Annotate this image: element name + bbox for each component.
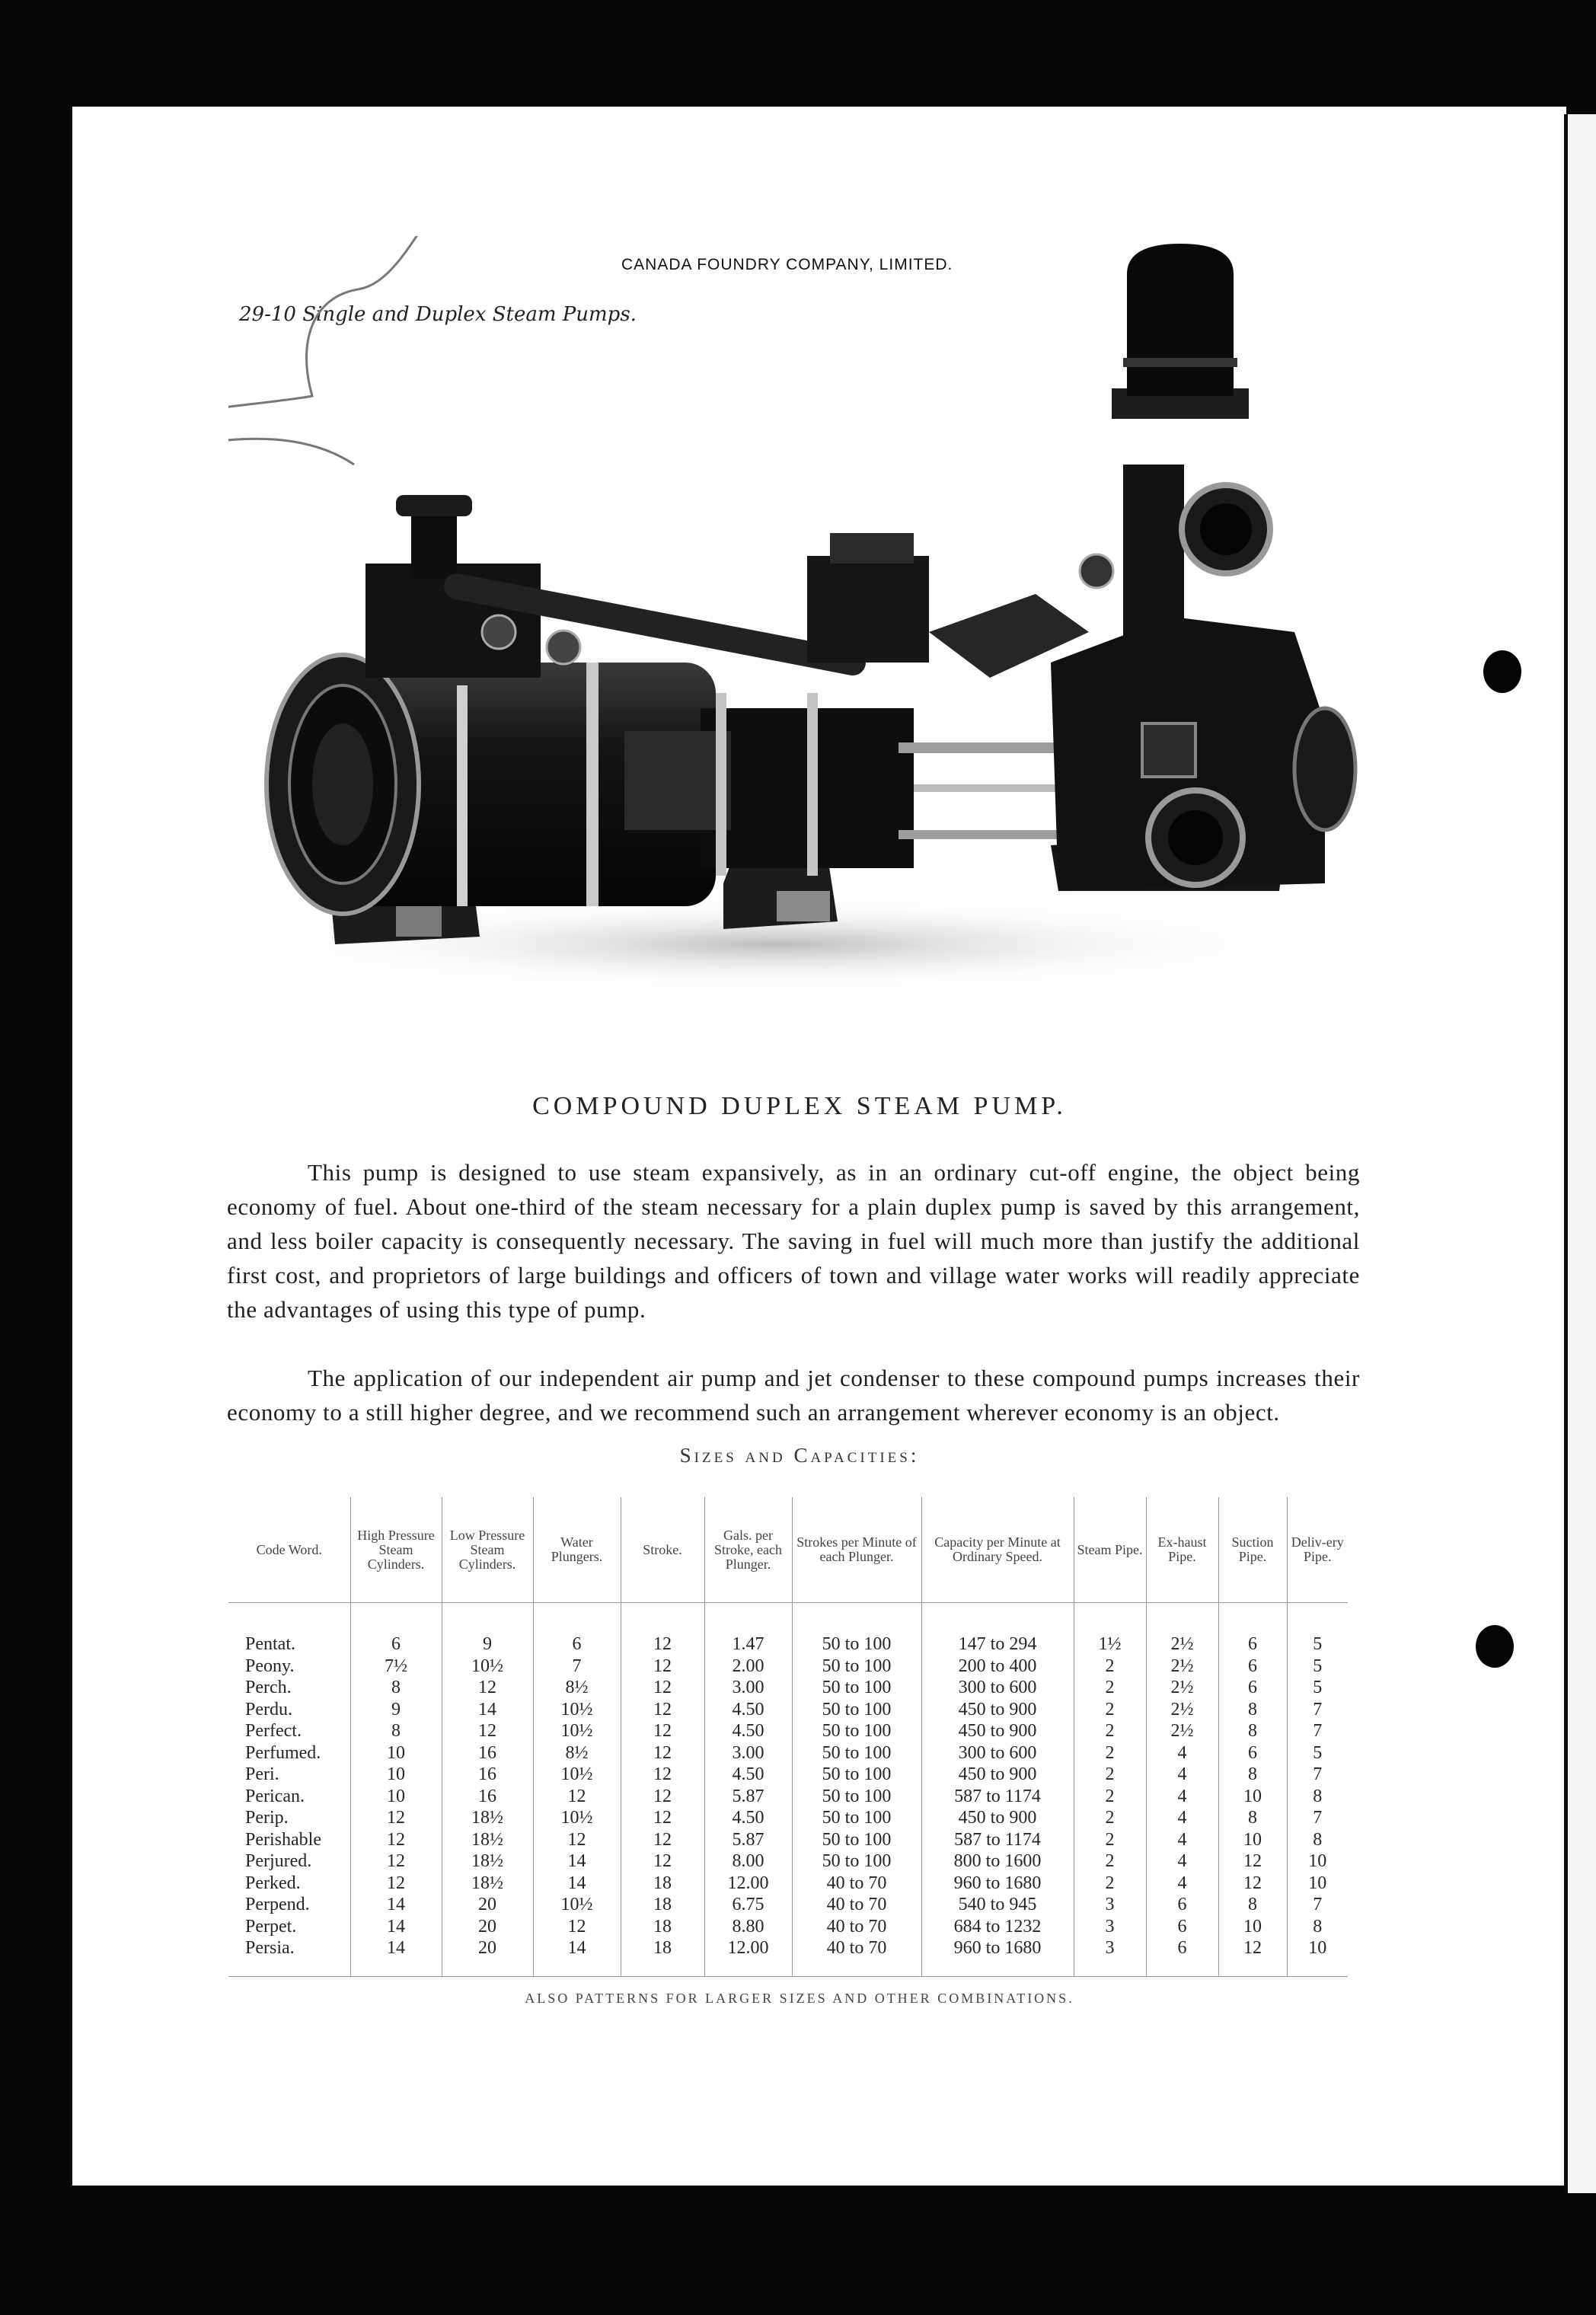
table-row (228, 1829, 1348, 1851)
table-cell: 7 (1287, 1807, 1348, 1829)
table-row (228, 1603, 1348, 1656)
punch-hole-upper (1483, 650, 1521, 693)
table-cell: 10 (350, 1742, 442, 1764)
table-cell: 5 (1287, 1603, 1348, 1656)
table-row (228, 1764, 1348, 1786)
table-cell: 12 (621, 1720, 704, 1742)
table-cell: 50 to 100 (792, 1720, 921, 1742)
table-cell: 2½ (1146, 1656, 1218, 1678)
table-cell: 7½ (350, 1656, 442, 1678)
table-cell: 10½ (533, 1807, 621, 1829)
table-cell: 450 to 900 (921, 1807, 1074, 1829)
table-cell: 12 (1218, 1873, 1287, 1895)
table-cell: 6 (350, 1603, 442, 1656)
table-cell: 12 (442, 1720, 533, 1742)
table-cell: 14 (442, 1699, 533, 1721)
table-cell: 18 (621, 1937, 704, 1976)
table-row (228, 1677, 1348, 1699)
table-cell: 12 (533, 1786, 621, 1808)
column-header: Water Plungers. (533, 1497, 621, 1603)
table-cell: 10½ (533, 1720, 621, 1742)
column-header: Low Pressure Steam Cylinders. (442, 1497, 533, 1603)
table-cell: 2 (1074, 1786, 1146, 1808)
table-cell: 8 (1287, 1829, 1348, 1851)
code-word-cell: Persia. (228, 1937, 350, 1976)
table-cell: 12 (350, 1829, 442, 1851)
table-cell: 8 (350, 1677, 442, 1699)
table-cell: 800 to 1600 (921, 1850, 1074, 1873)
table-row (228, 1807, 1348, 1829)
table-header (228, 1497, 1348, 1603)
table-cell: 12.00 (704, 1937, 792, 1976)
table-cell: 2½ (1146, 1677, 1218, 1699)
table-cell: 147 to 294 (921, 1603, 1074, 1656)
table-cell: 2 (1074, 1677, 1146, 1699)
table-cell: 300 to 600 (921, 1742, 1074, 1764)
code-word-cell: Pentat. (245, 1634, 295, 1654)
table-cell: 2½ (1146, 1720, 1218, 1742)
table-cell: 8 (1218, 1764, 1287, 1786)
table-cell: 9 (350, 1699, 442, 1721)
column-header: Suction Pipe. (1218, 1497, 1287, 1603)
table-row (228, 1720, 1348, 1742)
table-cell: 540 to 945 (921, 1894, 1074, 1916)
table-cell: 12 (442, 1677, 533, 1699)
table-cell: 2 (1074, 1829, 1146, 1851)
table-cell: 1.47 (704, 1603, 792, 1656)
table-cell: 16 (442, 1786, 533, 1808)
column-header: Ex-haust Pipe. (1146, 1497, 1218, 1603)
sizes-capacities-table (228, 1497, 1348, 1977)
catalog-reference: 29-10 Single and Duplex Steam Pumps. (239, 303, 637, 326)
table-row (228, 1937, 1348, 1976)
column-header: Steam Pipe. (1074, 1497, 1146, 1603)
table-cell: 10 (1287, 1873, 1348, 1895)
code-word-cell: Perfumed. (245, 1742, 321, 1763)
code-word-cell: Perip. (245, 1808, 289, 1828)
table-cell: 8 (350, 1720, 442, 1742)
table-cell: 587 to 1174 (921, 1829, 1074, 1851)
table-cell: 14 (350, 1916, 442, 1938)
table-cell: 14 (350, 1894, 442, 1916)
column-header: Capacity per Minute at Ordinary Speed. (921, 1497, 1074, 1603)
table-cell: 50 to 100 (792, 1764, 921, 1786)
table-cell: 50 to 100 (792, 1656, 921, 1678)
table-cell: 960 to 1680 (921, 1873, 1074, 1895)
table-cell: 40 to 70 (792, 1916, 921, 1938)
table-cell: 12 (533, 1916, 621, 1938)
table-cell: 450 to 900 (921, 1720, 1074, 1742)
table-cell: 2 (1074, 1807, 1146, 1829)
table-cell: 1½ (1074, 1603, 1146, 1656)
table-cell: 4 (1146, 1807, 1218, 1829)
table-cell: 20 (442, 1894, 533, 1916)
code-word-cell: Peony. (245, 1656, 295, 1676)
figure-caption: COMPOUND DUPLEX STEAM PUMP. (532, 1092, 1067, 1120)
table-cell: 8 (1287, 1916, 1348, 1938)
table-cell: 587 to 1174 (921, 1786, 1074, 1808)
table-cell: 4 (1146, 1873, 1218, 1895)
code-word-cell: Perishable (245, 1829, 321, 1850)
code-word-cell: Peri. (245, 1764, 279, 1784)
table-cell: 6 (1146, 1894, 1218, 1916)
table-cell: 8½ (533, 1677, 621, 1699)
table-header-row (228, 1497, 1348, 1603)
table-cell: 14 (533, 1873, 621, 1895)
description-paragraph-2: The application of our independent air pump and jet condenser to these compound pumps increases their economy to a still higher degree, and we recommend such an arrangement wherever economy is an object. (227, 1365, 1360, 1426)
code-word-cell: Perfect. (245, 1721, 302, 1741)
code-word-cell: Perpet. (245, 1916, 297, 1937)
table-cell: 3.00 (704, 1742, 792, 1764)
table-cell: 5.87 (704, 1829, 792, 1851)
table-cell: 5 (1287, 1656, 1348, 1678)
table-cell: 3 (1074, 1937, 1146, 1976)
table-row (228, 1873, 1348, 1895)
table-cell: 12.00 (704, 1873, 792, 1895)
table-cell: 450 to 900 (921, 1764, 1074, 1786)
table-cell: 40 to 70 (792, 1894, 921, 1916)
table-cell: 450 to 900 (921, 1699, 1074, 1721)
table-cell: 6 (1146, 1937, 1218, 1976)
code-word-cell: Perked. (245, 1873, 301, 1893)
table-cell: 8 (1287, 1786, 1348, 1808)
table-cell: 12 (350, 1850, 442, 1873)
table-cell: 14 (350, 1937, 442, 1976)
table-cell: 960 to 1680 (921, 1937, 1074, 1976)
table-cell: 4.50 (704, 1699, 792, 1721)
table-cell: 4 (1146, 1742, 1218, 1764)
table-cell: 6 (1146, 1916, 1218, 1938)
table-cell: 16 (442, 1764, 533, 1786)
table-cell: 20 (442, 1937, 533, 1976)
table-cell: 9 (442, 1603, 533, 1656)
table-cell: 6.75 (704, 1894, 792, 1916)
table-row (228, 1850, 1348, 1873)
table-cell: 4.50 (704, 1720, 792, 1742)
table-row (228, 1786, 1348, 1808)
table-cell: 3 (1074, 1894, 1146, 1916)
table-body (228, 1603, 1348, 1977)
table-cell: 2 (1074, 1656, 1146, 1678)
table-cell: 3 (1074, 1916, 1146, 1938)
table-cell: 8.80 (704, 1916, 792, 1938)
code-word-cell: Perch. (245, 1678, 292, 1697)
table-cell: 50 to 100 (792, 1677, 921, 1699)
table-cell: 12 (621, 1850, 704, 1873)
table-cell: 6 (1218, 1603, 1287, 1656)
table-cell: 12 (621, 1786, 704, 1808)
table-cell: 2 (1074, 1850, 1146, 1873)
table-cell: 12 (621, 1699, 704, 1721)
table-cell: 50 to 100 (792, 1742, 921, 1764)
table-row (228, 1894, 1348, 1916)
punch-hole-lower (1476, 1625, 1514, 1668)
table-cell: 4.50 (704, 1764, 792, 1786)
table-cell: 50 to 100 (792, 1699, 921, 1721)
table-cell: 7 (1287, 1764, 1348, 1786)
table-cell: 12 (621, 1764, 704, 1786)
table-cell: 2 (1074, 1720, 1146, 1742)
table-cell: 200 to 400 (921, 1656, 1074, 1678)
table-cell: 12 (621, 1677, 704, 1699)
column-header: Code Word. (256, 1541, 322, 1557)
table-cell: 12 (350, 1807, 442, 1829)
table-row (228, 1656, 1348, 1678)
table-cell: 10 (350, 1786, 442, 1808)
table-cell: 12 (621, 1807, 704, 1829)
table-cell: 4 (1146, 1829, 1218, 1851)
code-word-cell: Perpend. (245, 1895, 310, 1914)
code-word-cell: Perdu. (245, 1699, 292, 1719)
table-cell: 4 (1146, 1764, 1218, 1786)
table-cell: 2 (1074, 1742, 1146, 1764)
table-cell: 50 to 100 (792, 1603, 921, 1656)
table-cell: 10½ (533, 1764, 621, 1786)
table-cell: 2 (1074, 1764, 1146, 1786)
table-cell: 10 (350, 1764, 442, 1786)
table-cell: 12 (1218, 1937, 1287, 1976)
column-header: High Pressure Steam Cylinders. (350, 1497, 442, 1603)
table-cell: 2 (1074, 1873, 1146, 1895)
code-word-cell: Perjured. (245, 1851, 312, 1871)
table-cell: 300 to 600 (921, 1677, 1074, 1699)
table-cell: 12 (1218, 1850, 1287, 1873)
table-cell: 4 (1146, 1850, 1218, 1873)
table-cell: 18½ (442, 1829, 533, 1851)
table-cell: 5 (1287, 1742, 1348, 1764)
table-cell: 4 (1146, 1786, 1218, 1808)
table-cell: 8 (1218, 1699, 1287, 1721)
table-cell: 12 (350, 1873, 442, 1895)
table-cell: 10 (1218, 1916, 1287, 1938)
table-cell: 6 (1218, 1742, 1287, 1764)
company-name: CANADA FOUNDRY COMPANY, LIMITED. (621, 256, 953, 273)
column-header: Gals. per Stroke, each Plunger. (704, 1497, 792, 1603)
table-cell: 18½ (442, 1807, 533, 1829)
table-cell: 12 (621, 1742, 704, 1764)
table-cell: 10½ (533, 1699, 621, 1721)
table-title: Sizes and Capacities: (679, 1444, 920, 1467)
table-cell: 50 to 100 (792, 1829, 921, 1851)
table-cell: 14 (533, 1937, 621, 1976)
table-cell: 10½ (533, 1894, 621, 1916)
table-cell: 18 (621, 1894, 704, 1916)
table-cell: 2½ (1146, 1699, 1218, 1721)
table-cell: 8 (1218, 1807, 1287, 1829)
table-cell: 50 to 100 (792, 1786, 921, 1808)
table-cell: 3.00 (704, 1677, 792, 1699)
table-cell: 7 (1287, 1699, 1348, 1721)
table-cell: 8 (1218, 1894, 1287, 1916)
table-cell: 2 (1074, 1699, 1146, 1721)
table-cell: 12 (533, 1829, 621, 1851)
table-cell: 8 (1218, 1720, 1287, 1742)
table-cell: 5 (1287, 1677, 1348, 1699)
table-cell: 6 (1218, 1656, 1287, 1678)
column-header: Strokes per Minute of each Plunger. (792, 1497, 921, 1603)
table-cell: 7 (533, 1656, 621, 1678)
steam-pump-illustration (228, 236, 1401, 1013)
table-cell: 6 (533, 1603, 621, 1656)
table-cell: 10 (1218, 1829, 1287, 1851)
code-word-cell: Perican. (245, 1786, 305, 1806)
table-cell: 40 to 70 (792, 1873, 921, 1895)
table-cell: 16 (442, 1742, 533, 1764)
table-cell: 5.87 (704, 1786, 792, 1808)
table-cell: 6 (1218, 1677, 1287, 1699)
table-cell: 2.00 (704, 1656, 792, 1678)
table-cell: 12 (621, 1603, 704, 1656)
table-row (228, 1916, 1348, 1938)
table-cell: 10 (1218, 1786, 1287, 1808)
table-cell: 14 (533, 1850, 621, 1873)
table-cell: 18½ (442, 1850, 533, 1873)
table-cell: 4.50 (704, 1807, 792, 1829)
table-cell: 7 (1287, 1720, 1348, 1742)
table-cell: 10 (1287, 1850, 1348, 1873)
table-cell: 684 to 1232 (921, 1916, 1074, 1938)
next-page-edge (1564, 114, 1596, 2193)
table-cell: 8.00 (704, 1850, 792, 1873)
column-header: Deliv-ery Pipe. (1287, 1497, 1348, 1603)
table-cell: 12 (621, 1829, 704, 1851)
table-cell: 8½ (533, 1742, 621, 1764)
table-cell: 10½ (442, 1656, 533, 1678)
table-footnote: ALSO PATTERNS FOR LARGER SIZES AND OTHER COMBINATIONS. (525, 1991, 1074, 2006)
table-cell: 7 (1287, 1894, 1348, 1916)
table-cell: 18 (621, 1916, 704, 1938)
table-row (228, 1699, 1348, 1721)
column-header: Stroke. (621, 1497, 704, 1603)
table-cell: 2½ (1146, 1603, 1218, 1656)
table-cell: 50 to 100 (792, 1807, 921, 1829)
table-cell: 40 to 70 (792, 1937, 921, 1976)
description-paragraph-1: This pump is designed to use steam expansively, as in an ordinary cut-off engine, the object being economy of fuel. About one-third of the steam necessary for a plain duplex pump is saved by this arrangement, and less boiler capacity is consequently necessary. The saving in fuel will much more than justify the additional first cost, and proprietors of large buildings and officers of town and village water works will readily appreciate the advantages of using this type of pump. (227, 1159, 1360, 1323)
table-cell: 10 (1287, 1937, 1348, 1976)
table-cell: 18½ (442, 1873, 533, 1895)
table-row (228, 1742, 1348, 1764)
table-cell: 18 (621, 1873, 704, 1895)
table-cell: 12 (621, 1656, 704, 1678)
table-cell: 20 (442, 1916, 533, 1938)
table-cell: 50 to 100 (792, 1850, 921, 1873)
